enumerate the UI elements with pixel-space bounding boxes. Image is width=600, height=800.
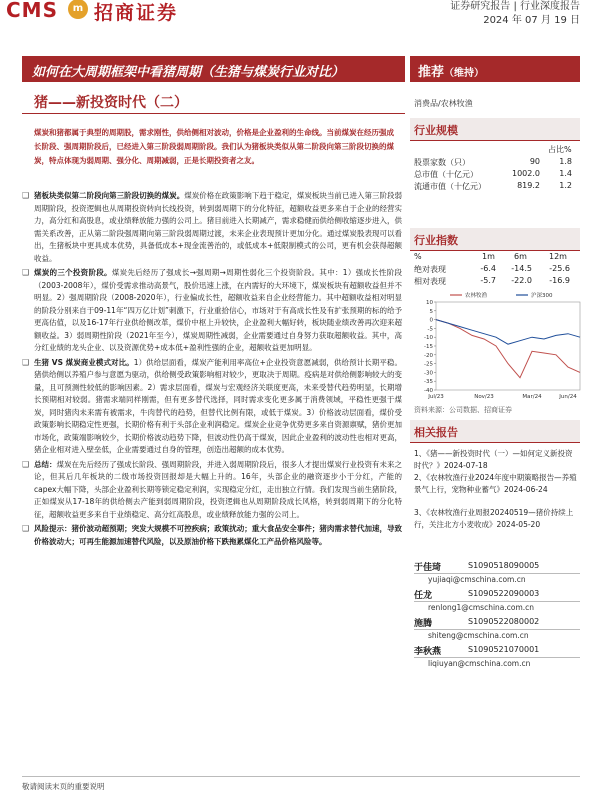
y-tick-label: -20 [424, 352, 433, 359]
body-paragraph [22, 523, 402, 548]
report-subtitle: 猪——新投资时代（二） [34, 95, 188, 111]
body-paragraph [22, 459, 402, 522]
report-body [22, 190, 402, 550]
company-logo [6, 0, 211, 22]
y-tick-label: -30 [424, 370, 433, 377]
analyst-name: 李秋燕 [414, 647, 442, 657]
paragraph-heading: 生猪 VS 煤炭商业模式对比。 [34, 357, 134, 367]
checkbox-bullet-icon: ❑ [22, 191, 30, 200]
index-row-1m: -6.4 [480, 264, 496, 273]
paragraph-text: 煤炭价格在政策影响下趋于稳定，煤炭板块当前已进入第三阶段弱周期阶段，投资逻辑也从周期投资转向长线投资，转到弱周期下的分化特征，超额收益更多来自于企业的经营实力，高分红和高股息，或业绩释放能力强的公司上。猪目前进入长期减产，需求稳健而供给侧收缩逐步进入，供需关系改善，正从第二阶段强周期向第三阶段弱周期过渡，未来企业表现预计更加分化。通过煤炭股表现可以看出，生猪板块中更具成本优势，具备低成本+现金流善治的，或低成本+低限制模式的公司，更有机会获得超额收益。 [34, 191, 403, 263]
scale-row-pct: 1.2 [559, 181, 572, 190]
body-paragraph [22, 357, 402, 457]
analyst-divider [414, 601, 580, 602]
analyst-divider [414, 573, 580, 574]
index-row-label: 绝对表现 [414, 265, 446, 274]
related-divider [410, 442, 580, 443]
y-tick-label: -25 [424, 361, 433, 368]
summary-text: 煤炭和猪都属于典型的周期股，需求刚性，供给侧相对波动，价格是企业盈利的生命线。当前煤炭在经历强成长阶段、强周期阶段后，已经进入第三阶段弱周期阶段。我们认为猪板块类似从第二阶段向第三阶段切换的煤炭，特点体现为弱周期、强分化、周期减弱，正是长期投资者之友。 [34, 128, 394, 165]
index-col-header: % [414, 252, 422, 261]
index-col-header: 12m [549, 252, 567, 261]
paragraph-text: 煤炭先后经历了强成长→强周期→周期性弱化三个投资阶段。其中：1）强成长性阶段（2003-2008年），煤价受需求推动高景气，股价迅速上涨，在内需好的大环境下，煤炭板块有超额收益但并不明显。2）强周期阶段（2008-2020年），行业偏成长性，超额收益来自企业经营能力。其中超额收益相对明显的阶段分别来自于09-11年“四万亿计划”刺激下，行业重拾信心，市场对于有高成长性及有扩张预期的标的给予更高估值，以及16-17年行业供给侧改革，煤价中枢上升较快，企业盈利大幅好转，板块随业绩改善再次迎来超额收益。3）弱周期性阶段（2021年至今），煤炭周期性减弱，企业需要通过自身努力获取超额收益。其中，高分红业绩的龙头企业、以及资源优势+成本低+盈利性强的企业，超额收益更加明显。 [34, 268, 403, 352]
analyst-email[interactable]: liqiuyan@cmschina.com.cn [428, 659, 531, 668]
analyst-email[interactable]: shiteng@cmschina.com.cn [428, 631, 529, 640]
report-title: 如何在大周期框架中看猪周期（生猪与煤炭行业对比） [32, 65, 345, 80]
analyst-divider [414, 657, 580, 658]
chart-axes [424, 300, 580, 400]
paragraph-heading: 煤炭的三个投资阶段。 [34, 268, 112, 277]
index-row-12m: -16.9 [549, 276, 570, 285]
x-tick-label: Jul/23 [428, 394, 444, 400]
analyst-code: S1090522080002 [468, 617, 540, 626]
sector-label: 消费品/农林牧渔 [414, 99, 473, 108]
y-tick-label: -15 [424, 344, 433, 350]
paragraph-heading: 猪板块类似第二阶段向第三阶段切换的煤炭。 [34, 191, 185, 200]
body-paragraph [22, 267, 402, 355]
footer-divider [22, 776, 580, 777]
y-tick-label: 0 [429, 317, 433, 324]
scale-row-value: 90 [529, 157, 540, 166]
scale-section-header [410, 118, 580, 140]
related-report-link[interactable]: 1、《猪——新投资时代（一）—如何定义新投资时代？》2024-07-18 [414, 449, 573, 470]
scale-row-pct: 1.4 [559, 169, 572, 178]
scale-unit: 占比% [548, 145, 572, 154]
body-paragraph [22, 190, 402, 265]
related-report-link[interactable]: 2、《农林牧渔行业2024年度中期策略报告—养殖景气上行，宠物种业蓄气》2024-06-24 [414, 473, 577, 494]
scale-title: 行业规模 [414, 124, 458, 137]
legend-label: 农林牧渔 [465, 293, 488, 299]
chart-series-group [436, 320, 580, 378]
index-col-header: 1m [482, 252, 495, 261]
paragraph-text: 1）供给层面看，煤炭产能利用率高位+企业投资意愿减弱，供给预计长期平稳。猪供给侧以养殖户参与意愿为驱动，供给侧受政策影响相对较少，更取决于周期。疫病是对供给侧影响较大的变量，且可预测性较低的影响因素。2）需求层面看，煤炭与宏观经济关联度更高，未来受替代趋势明显，长期增长预期相对较弱。猪需求端同样刚需，但有更多替代选择，同时需求变化更多属于消费领域，平稳性更强于煤炭，同时猪肉未来需有被需求，牛肉替代的趋势，但替代比例有限，或低于煤炭。3）价格波动层面看，煤价受政策影响长期稳定性更强，长期价格有利于头部企业利润稳定。煤炭企业竞争优势更多来自资源禀赋，猪价更加市场化，政策端影响较少，长期价格波动趋势下降，但波动性仍高于煤炭，因此企业盈利的波动性也相对更高，猪企业相对进入壁垒低，企业需要通过自身的管理，创造出超额的成本优势。 [34, 357, 402, 454]
scale-row-label: 总市值（十亿元） [414, 170, 478, 179]
analyst-name: 任龙 [414, 591, 433, 601]
report-type: 证券研究报告 | 行业深度报告 [450, 1, 580, 12]
checkbox-bullet-icon: ❑ [22, 524, 30, 533]
y-tick-label: -40 [424, 388, 433, 394]
scale-row-label: 流通市值（十亿元） [414, 182, 486, 191]
paragraph-heading: 总结： [34, 459, 57, 469]
rating [418, 61, 484, 80]
series-line [436, 320, 580, 345]
x-tick-label: Mar/24 [522, 394, 542, 400]
y-tick-label: 10 [426, 300, 433, 306]
index-title: 行业指数 [414, 234, 458, 247]
y-tick-label: -35 [424, 379, 433, 386]
logo-latin: CMS [6, 0, 58, 22]
series-line [436, 320, 580, 378]
index-row-6m: -22.0 [511, 276, 532, 285]
index-section-header [410, 228, 580, 250]
analyst-divider [414, 629, 580, 630]
y-tick-label: -5 [427, 326, 433, 333]
analyst-name: 于佳琦 [414, 563, 442, 573]
legend-label: 沪深300 [531, 293, 553, 299]
paragraph-text: 煤炭在先后经历了强成长阶段、强周期阶段，并进入弱周期阶段后，很多人才提出煤炭行业投资有未来之论，但其后几年板块的二级市场投资回报却是大幅上升的。16年，头部企业的融资逐步小于分红，产能的capex大幅下降，头部企业盈利长期等锁定稳定利润，实现稳定分红，走出独立行情。我们发现当前生猪阶段，正如煤炭从17-18年的供给侧去产能到弱周期阶段，投资逻辑也从周期阶段成长风格，转到弱周期下的分化特征，超额收益更多来自于业绩稳定、高分红高股息，或业绩释放能力强的公司上。 [34, 459, 402, 519]
logo-chinese: 招商证券 [94, 2, 179, 24]
report-date: 2024 年 07 月 19 日 [483, 15, 580, 26]
chart-source: 资料来源：公司数据、招商证券 [414, 406, 512, 414]
chart-frame [436, 302, 580, 390]
analyst-email[interactable]: yujiaqi@cmschina.com.cn [428, 575, 526, 584]
checkbox-bullet-icon: ❑ [22, 268, 30, 277]
analyst-email[interactable]: renlong1@cmschina.com.cn [428, 603, 535, 612]
scale-row-pct: 1.8 [559, 157, 572, 166]
index-divider [410, 250, 580, 251]
x-tick-label: Jun/24 [559, 394, 577, 400]
index-row-6m: -14.5 [511, 264, 532, 273]
y-tick-label: -10 [424, 335, 433, 342]
scale-row-value: 1002.0 [512, 169, 540, 178]
x-tick-label: Nov/23 [474, 394, 494, 400]
analyst-name: 施腾 [414, 619, 433, 629]
risk-warning: 风险提示：猪价波动超预期；突发大规模不可控疾病；政策扰动；重大食品安全事件；猪肉需求替代加速，导致价格波动大；可再生能源加速替代风险，以及原油价格下跌拖累煤化工产品价格风险等。 [34, 524, 402, 546]
analyst-code: S1090522090003 [468, 589, 540, 598]
rating-sub: （维持） [444, 68, 485, 79]
index-row-12m: -25.6 [549, 264, 570, 273]
chart-legend [450, 291, 553, 299]
scale-row-label: 股票家数（只） [414, 158, 470, 167]
related-section-header [410, 420, 580, 442]
analyst-code: S1090518090005 [468, 561, 540, 570]
subtitle-divider [22, 113, 405, 114]
scale-row-value: 819.2 [517, 181, 540, 190]
related-title: 相关报告 [414, 426, 458, 439]
y-tick-label: 5 [429, 308, 433, 315]
related-report-link[interactable]: 3、《农林牧渔行业周报20240519—猪价持续上行，关注北方小麦收成》2024-05-20 [414, 508, 574, 529]
index-row-1m: -5.7 [480, 276, 496, 285]
checkbox-bullet-icon: ❑ [22, 357, 30, 367]
checkbox-bullet-icon: ❑ [22, 459, 30, 469]
index-row-label: 相对表现 [414, 277, 446, 286]
analyst-code: S1090521070001 [468, 645, 540, 654]
rating-label: 推荐 [418, 65, 445, 80]
index-chart [410, 288, 585, 406]
logo-emblem-icon: m [68, 0, 88, 19]
scale-divider [410, 140, 580, 141]
index-col-header: 6m [514, 252, 527, 261]
footer-note: 敬请阅读末页的重要说明 [22, 782, 105, 791]
